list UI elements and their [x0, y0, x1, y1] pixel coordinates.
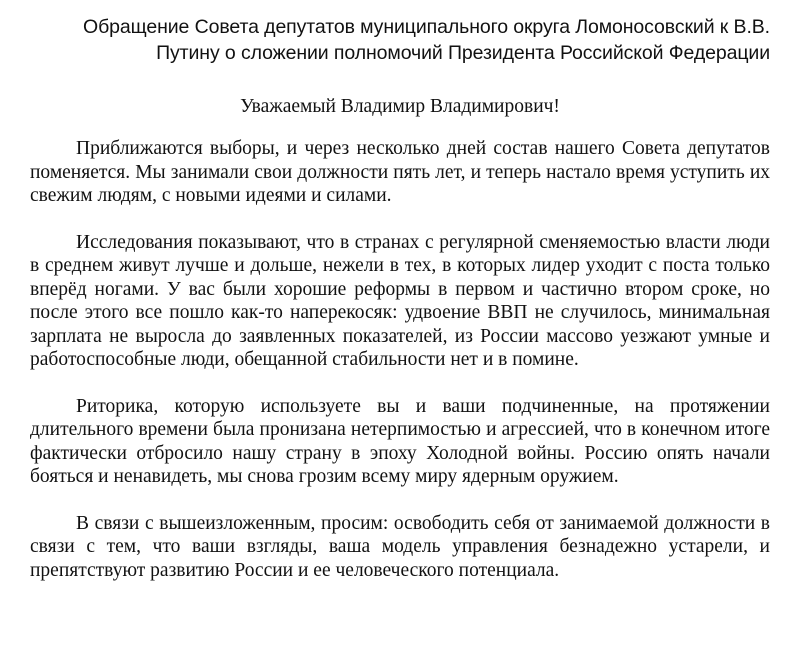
salutation: Уважаемый Владимир Владимирович!	[240, 96, 560, 117]
paragraph-4: В связи с вышеизложенным, просим: освободить себя от занимаемой должности в связи с тем, что ваши взгляды, ваша модель управления безнадежно устарели, и препятствуют развитию России и ее человеческого потенциала.	[30, 512, 770, 581]
document-title	[30, 14, 770, 66]
paragraph-3: Риторика, которую используете вы и ваши подчиненные, на протяжении длительного времени была пронизана нетерпимостью и агрессией, что в конечном итоге фактически отбросило нашу страну в эпоху Холодной войны. Россию опять начали бояться и ненавидеть, мы снова грозим всему миру ядерным оружием.	[30, 395, 770, 487]
paragraph-2: Исследования показывают, что в странах с регулярной сменяемостью власти люди в среднем живут лучше и дольше, нежели в тех, в которых лидер уходит с поста только вперёд ногами. У вас были хорошие реформы в первом и частично втором сроке, но после этого все пошло как-то наперекосяк: удвоение ВВП не случилось, минимальная зарплата не выросла до заявленных показателей, из России массово уезжают умные и работоспособные люди, обещанной стабильности нет и в помине.	[30, 231, 770, 370]
title-line-2: Путину о сложении полномочий Президента Российской Федерации	[156, 42, 770, 64]
paragraph-1: Приближаются выборы, и через несколько дней состав нашего Совета депутатов поменяется. Мы занимали свои должности пять лет, и теперь настало время уступить их свежим людям, с новыми идеями и силами.	[30, 138, 770, 206]
title-line-1: Обращение Совета депутатов муниципального округа Ломоносовский к В.В.	[83, 16, 770, 38]
